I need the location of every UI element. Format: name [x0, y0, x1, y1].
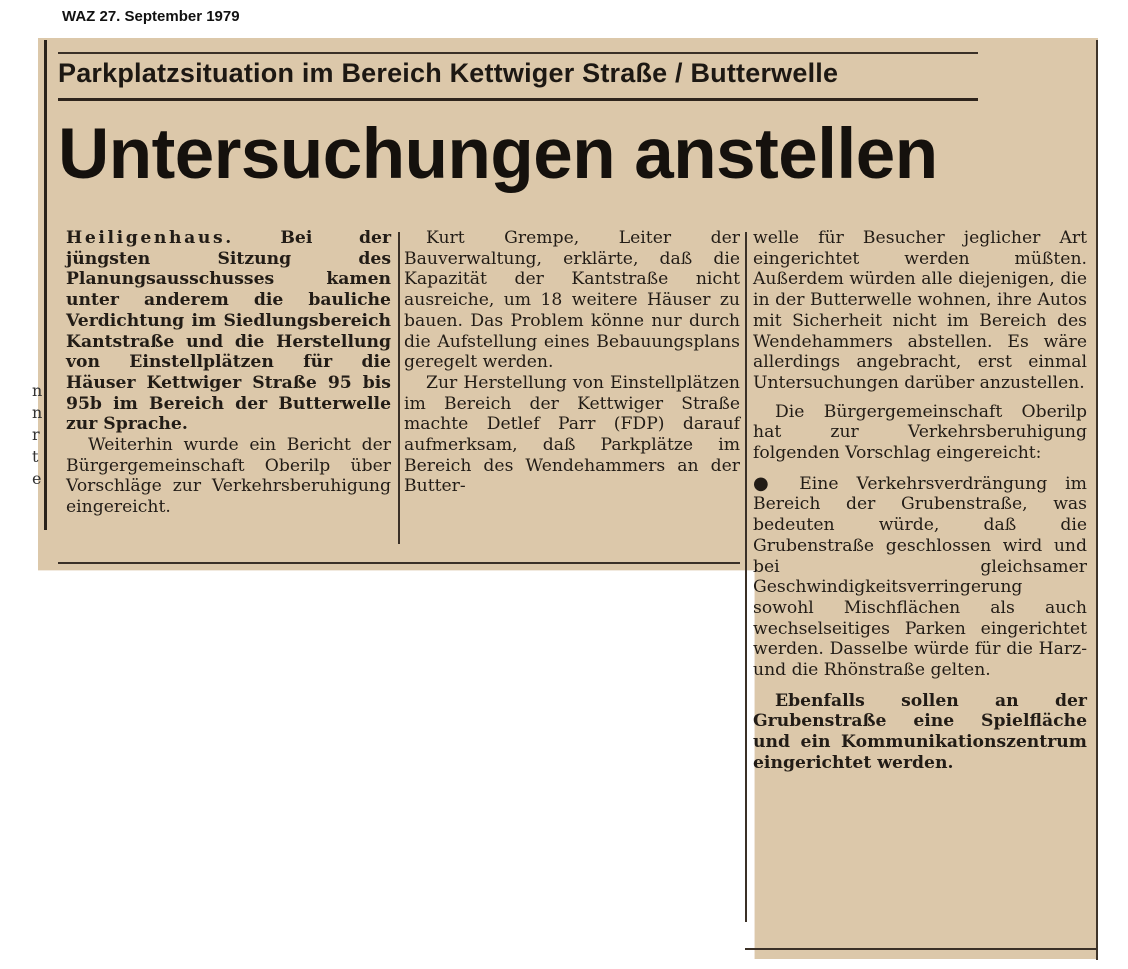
column-rule-1 [398, 232, 400, 544]
closing-paragraph: Ebenfalls sollen an der Grubenstraße eine Spielfläche und ein Kommunikationszentrum eingerichtet werden. [753, 690, 1087, 773]
kicker-top-rule [58, 52, 978, 54]
dateline: Heiligenhaus. [66, 228, 234, 248]
source-label: WAZ 27. September 1979 [62, 8, 240, 25]
kicker-headline: Parkplatzsituation im Bereich Kettwiger Straße / Butterwelle [58, 58, 839, 88]
clipping-right-edge [1096, 40, 1098, 960]
margin-text-fragment: n n r t e [32, 381, 43, 488]
paragraph: Weiterhin wurde ein Bericht der Bürgergemeinschaft Oberilp über Vorschläge zur Verkehrsberuhigung eingereicht. [66, 435, 391, 518]
paragraph: Zur Herstellung von Einstellplätzen im Bereich der Kettwiger Straße machte Detlef Parr (FDP) darauf aufmerksam, daß Parkplätze im Bereich des Wendehammers an der Butter- [404, 372, 740, 497]
kicker-bottom-rule [58, 98, 978, 101]
column-rule-2 [745, 232, 747, 922]
bottom-rule-right [745, 948, 1097, 950]
clipping-left-edge [44, 40, 47, 530]
article-column-1 [66, 228, 391, 518]
paragraph: Kurt Grempe, Leiter der Bauverwaltung, erklärte, daß die Kapazität der Kantstraße nicht ausreiche, um 18 weitere Häuser zu bauen. Das Problem könne nur durch die Aufstellung eines Bebauungsplans geregelt werden. [404, 228, 740, 373]
article-column-3 [753, 228, 1087, 774]
main-headline: Untersuchungen anstellen [58, 115, 938, 194]
paragraph: Die Bürgergemeinschaft Oberilp hat zur Verkehrsberuhigung folgenden Vorschlag eingereicht: [753, 401, 1087, 464]
article-column-2 [404, 228, 740, 497]
bottom-rule-left [58, 562, 740, 564]
lead-paragraph: Bei der jüngsten Sitzung des Planungsausschusses kamen unter anderem die bauliche Verdichtung im Siedlungsbereich Kantstraße und die Herstellung von Einstellplätzen für die Häuser Kettwiger Straße 95 bis 95b im Bereich der Butterwelle zur Sprache. [66, 228, 391, 435]
bullet-dot-icon: ● [753, 472, 782, 494]
bullet-paragraph: Eine Verkehrsverdrängung im Bereich der Grubenstraße, was bedeuten würde, daß die Grubenstraße geschlossen wird und bei gleichsamer Geschwindigkeitsverringerung sowohl Mischflächen als auch wechselseitiges Parken eingerichtet werden. Dasselbe würde für die Harz- und die Rhönstraße gelten. [753, 473, 1087, 681]
paragraph: welle für Besucher jeglicher Art eingerichtet werden müßten. Außerdem würden alle diejenigen, die in der Butterwelle wohnen, ihre Autos mit Sicherheit nicht im Bereich des Wendehammers abstellen. Es wäre allerdings angebracht, erst einmal Untersuchungen darüber anzustellen. [753, 228, 1087, 393]
